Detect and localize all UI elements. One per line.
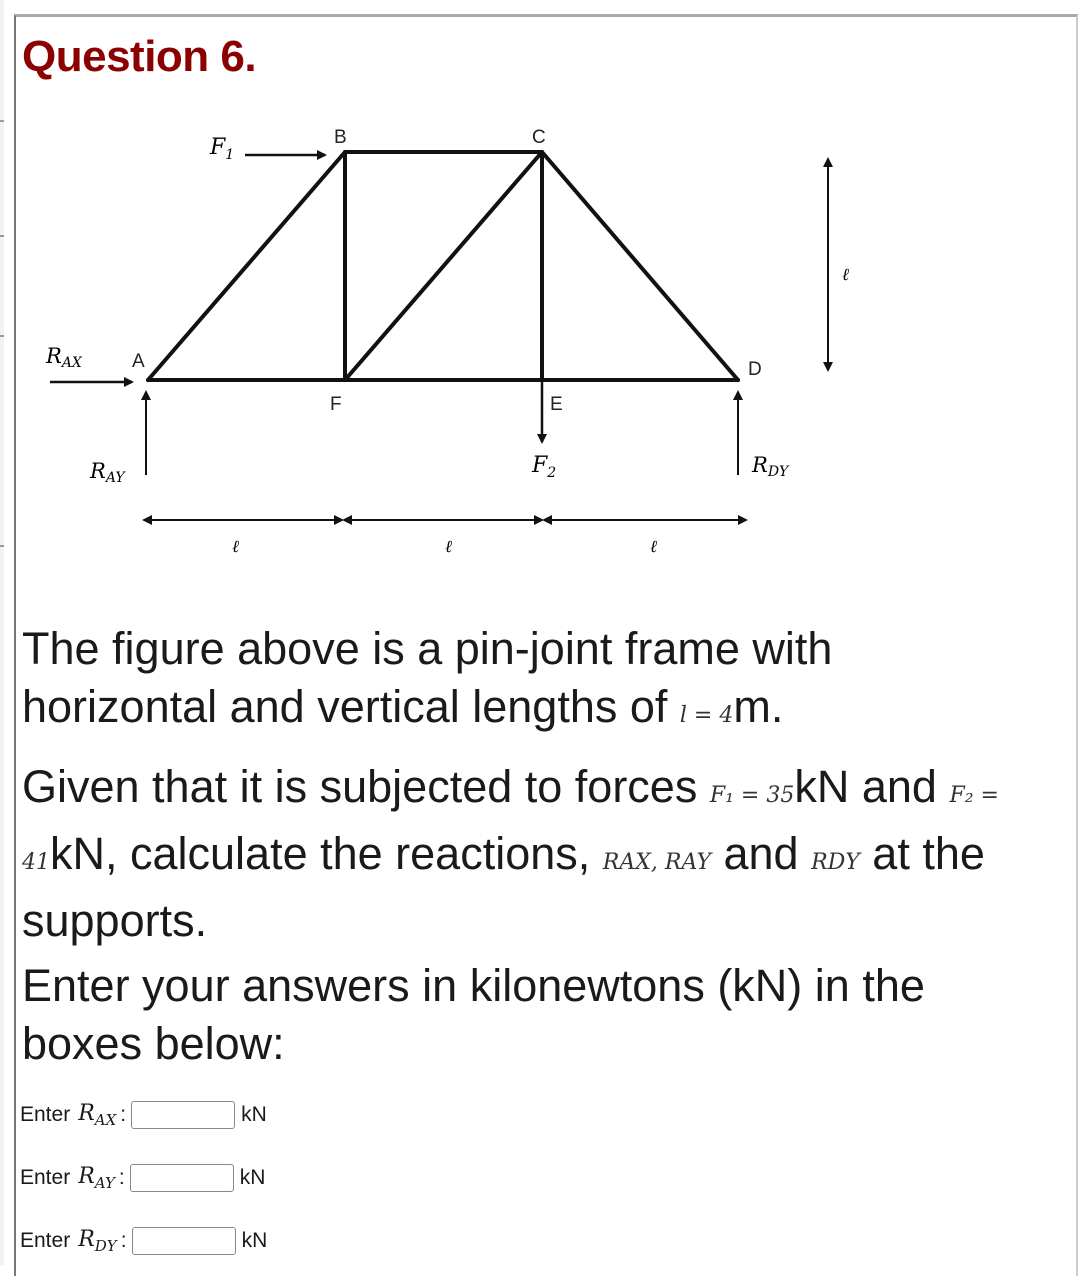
node-c-label: C bbox=[532, 127, 546, 148]
answer-input-rax[interactable] bbox=[131, 1101, 235, 1129]
node-b-label: B bbox=[334, 127, 347, 148]
dimension-horizontal-1-label: ℓ bbox=[232, 537, 240, 557]
answer-label-ray: Enter $R_{AY}$ : bbox=[20, 1164, 125, 1192]
left-edge-mark bbox=[0, 235, 4, 237]
problem-statement-lengths: The figure above is a pin-joint frame with horizontal and vertical lengths of l = 4m. bbox=[22, 623, 833, 732]
answer-row-ray bbox=[20, 1162, 265, 1194]
force-f2-label: $F_2$ bbox=[532, 453, 557, 481]
node-d-label: D bbox=[748, 359, 762, 380]
node-f-label: F bbox=[330, 394, 342, 415]
member-a-b bbox=[148, 152, 345, 380]
left-edge-mark bbox=[0, 545, 4, 547]
dimension-horizontal-3-label: ℓ bbox=[650, 537, 658, 557]
node-e-label: E bbox=[550, 394, 563, 415]
force-f1-label: $F_1$ bbox=[210, 135, 235, 163]
dimension-horizontal-2-label: ℓ bbox=[445, 537, 453, 557]
left-edge-mark bbox=[0, 120, 4, 122]
answer-row-rdy bbox=[20, 1225, 267, 1257]
dimension-vertical-label: ℓ bbox=[842, 265, 850, 285]
member-f-c bbox=[345, 152, 542, 380]
math-f2-value: F₂ = 41 bbox=[22, 783, 999, 875]
answer-row-rax bbox=[20, 1099, 267, 1131]
math-f1-value: F₁ = 35 bbox=[709, 783, 795, 808]
math-reaction-d: RDY bbox=[811, 850, 860, 875]
unit-label: kN bbox=[239, 1166, 266, 1189]
math-reactions-a: RAX, RAY bbox=[602, 850, 711, 875]
truss-members bbox=[148, 152, 738, 380]
reaction-rax-label: RAX bbox=[46, 344, 82, 371]
unit-label: kN bbox=[241, 1103, 267, 1126]
answer-label-rdy: Enter $R_{DY}$ : bbox=[20, 1227, 127, 1255]
answer-input-rdy[interactable] bbox=[132, 1227, 236, 1255]
reaction-ray-label: RAY bbox=[90, 459, 125, 486]
answer-label-rax: Enter $R_{AX}$ : bbox=[20, 1101, 127, 1129]
left-edge-strip bbox=[0, 0, 4, 1265]
answer-input-ray[interactable] bbox=[130, 1164, 234, 1192]
answer-instructions: Enter your answers in kilonewtons (kN) in the boxes below: bbox=[22, 960, 925, 1069]
member-c-d bbox=[542, 152, 738, 380]
math-length-value: l = 4 bbox=[679, 703, 734, 728]
node-a-label: A bbox=[132, 351, 145, 372]
problem-statement-forces: Given that it is subjected to forces F₁ = 35kN and F₂ = 41kN, calculate the reactions, RAX, RAY and RDY at the supports. bbox=[22, 761, 999, 946]
truss-figure bbox=[20, 120, 880, 580]
reaction-rdy-label: RDY bbox=[752, 453, 789, 480]
question-title: Question 6. bbox=[22, 32, 257, 81]
left-edge-mark bbox=[0, 335, 4, 337]
unit-label: kN bbox=[241, 1229, 268, 1252]
